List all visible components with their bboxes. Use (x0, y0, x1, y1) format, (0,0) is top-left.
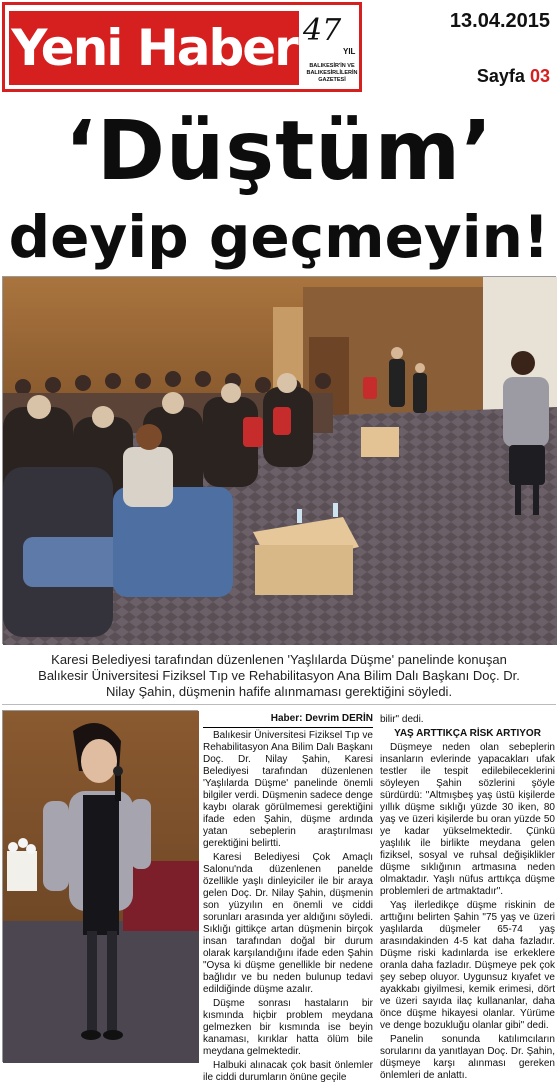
subheading: YAŞ ARTTIKÇA RİSK ARTIYOR (394, 728, 541, 739)
photo-caption: Karesi Belediyesi tarafından düzenlenen 'Yaşlılarda Düşme' panelinde konuşan Balıkesir Üniversitesi Fiziksel Tıp ve Rehabilitasyon Ana Bilim Dalı Başkanı Doç. Dr. Nilay Şahin, düşmenin hafife alınmaması gerektiğini söyledi. (38, 652, 520, 699)
paragraph: Halbuki alınacak çok basit önlemler ile ciddi durumların önüne geçile (203, 1060, 373, 1083)
anniversary-yil: YIL (343, 47, 356, 56)
audience-photo (2, 276, 556, 644)
paragraph: Panelin sonunda katılımcıların sorularını da yanıtlayan Doç. Dr. Şahin, düşmeye karşı alınması gereken önlemleri de anlattı. (380, 1034, 555, 1081)
paragraph: bilir" dedi. (380, 714, 424, 725)
paragraph: Düşme sonrası hastaların bir kısmında hiçbir problem meydana gelmezken bir kısmında ise beyin kanaması, kırıklar hatta ölüm bile meydana gelmektedir. (203, 998, 373, 1057)
page-num: 03 (529, 66, 550, 86)
page-number (477, 66, 550, 87)
paragraph: Düşmeye neden olan sebeplerin insanların evlerinde yapacakları ufak testler ile tespit edilebileceklerini söyleyen Şahin sözlerini şöyle sürdürdü: "Altmışbeş yaş üstü kişilerde yıllık düşme sıklığı yüzde 30 iken, 80 yaş ve üzeri kişilerde bu oran yüzde 50 ye kadar yükselmektedir. Çünkü yaşlılık ile birlikte meydana gelen fiziksel, sosyal ve ruhsal değişiklikler düşme sıklığının artmasına neden olmaktadır. Yaşlı nüfus arttıkça düşme problemleri de artmaktadır". (380, 742, 555, 897)
page-label: Sayfa (476, 66, 525, 86)
anniversary-badge (301, 9, 361, 89)
speaker-photo (2, 710, 198, 1062)
article-column-2 (380, 714, 555, 1081)
masthead (2, 2, 362, 92)
article-column-1 (203, 730, 373, 1083)
headline-line-2: deyip geçmeyin! (8, 203, 550, 271)
paragraph: Balıkesir Üniversitesi Fiziksel Tıp ve Rehabilitasyon Ana Bilim Dalı Başkanı Doç. Dr. Nilay Şahin, Karesi Belediyesi tarafından düzenlenen 'Yaşlılarda Düşme' panelinde önemli bilgiler verdi. Düşmenin sadece denge kaybı olarak görülmemesi gerektiğini ifade eden Şahin, düşme ardında yatan sebeplerin araştırılması gerektiğini belirtti. (203, 730, 373, 849)
headline-line-1: ‘Düştüm’ (64, 104, 494, 199)
byline: Haber: Devrim DERİN (203, 712, 373, 728)
divider (2, 704, 556, 705)
paragraph: Karesi Belediyesi Çok Amaçlı Salonu'nda düzenlenen panelde özellikle yaşlı dinleyiciler ile bir araya gelen Doç. Dr. Nilay Şahin, düşmenin son yüzyılın en önemli ve ciddi sorunları arasında yer aldığını söyledi. Sıklığı gittikçe artan düşmenin birçok insan tarafından doğal bir durum olarak karşılandığını ifade eden Şahin "Oysa ki düşme genellikle bir nedene bağlıdır ve bu neden bulunup tedavi edildiğinde düşme azalır. (203, 852, 373, 995)
anniversary-number: 47 (303, 13, 342, 48)
issue-date: 13.04.2015 (449, 10, 550, 32)
paragraph: Yaş ilerledikçe düşme riskinin de arttığını belirten Şahin "75 yaş ve üzeri yaşlılarda düşmeler 65-74 yaş arasındakinden 4-5 kat daha fazladır. Düşme riski kadınlarda ise erkeklere oranla daha fazladır. Düşmeye pek çok şey sebep oluyor. Uygunsuz kıyafet ve ayakkabı giyilmesi, kemik erimesi, dört ve üzeri sayıda ilaç kullananlar, daha önce düşme hikayesi olanlar. Yürüme ve denge bozukluğu olanlar gibi" dedi. (380, 900, 555, 1031)
masthead-subtitle: BALIKESİR'İN VE BALIKESİRLİLERİN GAZETESİ (306, 63, 358, 83)
masthead-title: Yeni Haber (9, 11, 299, 85)
